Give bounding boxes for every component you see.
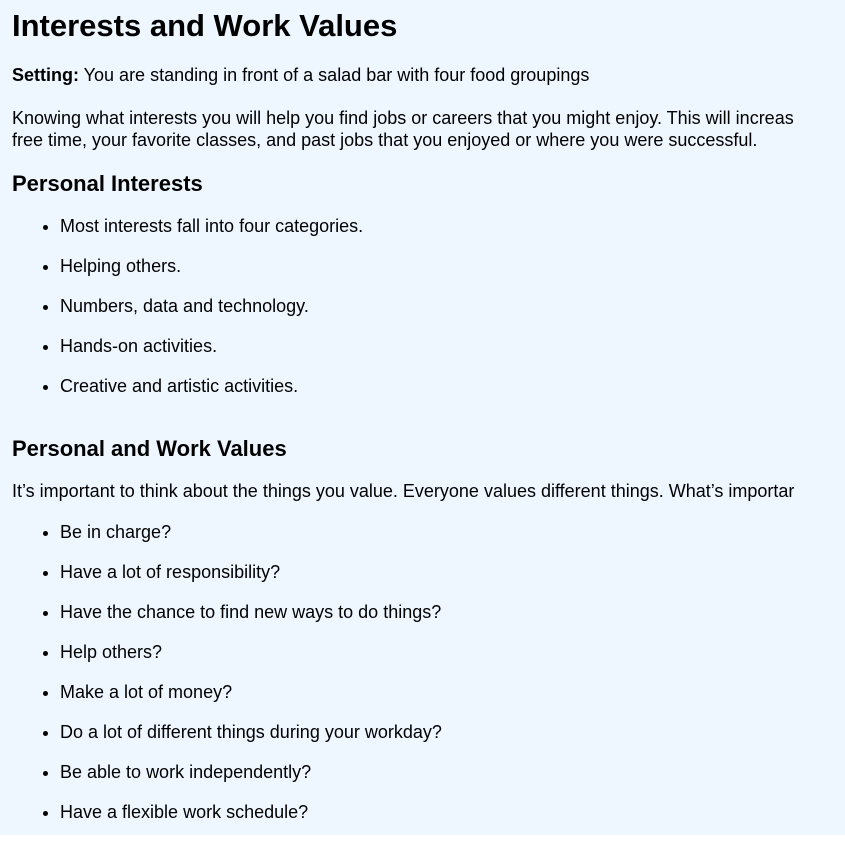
list-item: • Have the chance to find new ways to do things? [60,601,442,641]
setting-label: Setting: [12,65,79,85]
list-item: • Make a lot of money? [60,681,442,721]
page-title: Interests and Work Values [12,8,398,43]
work-values-intro: It’s important to think about the things you value. Everyone values different things. What’s importar [12,481,795,501]
list-item: • Creative and artistic activities. [60,375,363,415]
list-item: • Numbers, data and technology. [60,295,363,335]
work-values-heading: Personal and Work Values [12,436,287,461]
list-item: • Do a lot of different things during your workday? [60,721,442,761]
list-item: • Hands-on activities. [60,335,363,375]
intro-line-1: Knowing what interests you will help you find jobs or careers that you might enjoy. This will increas [12,108,794,128]
list-item: • Have a flexible work schedule? [60,801,442,835]
work-values-list [12,521,442,835]
setting-text: You are standing in front of a salad bar with four food groupings [79,65,590,85]
list-item: • Help others? [60,641,442,681]
list-item: • Be able to work independently? [60,761,442,801]
personal-interests-list [12,215,363,415]
list-item: • Most interests fall into four categories. [60,215,363,255]
intro-paragraph [12,107,794,151]
list-item: • Be in charge? [60,521,442,561]
personal-interests-heading: Personal Interests [12,171,203,196]
setting-paragraph [12,65,589,86]
list-item: • Helping others. [60,255,363,295]
list-item: • Have a lot of responsibility? [60,561,442,601]
intro-line-2: free time, your favorite classes, and past jobs that you enjoyed or where you were successful. [12,130,758,150]
